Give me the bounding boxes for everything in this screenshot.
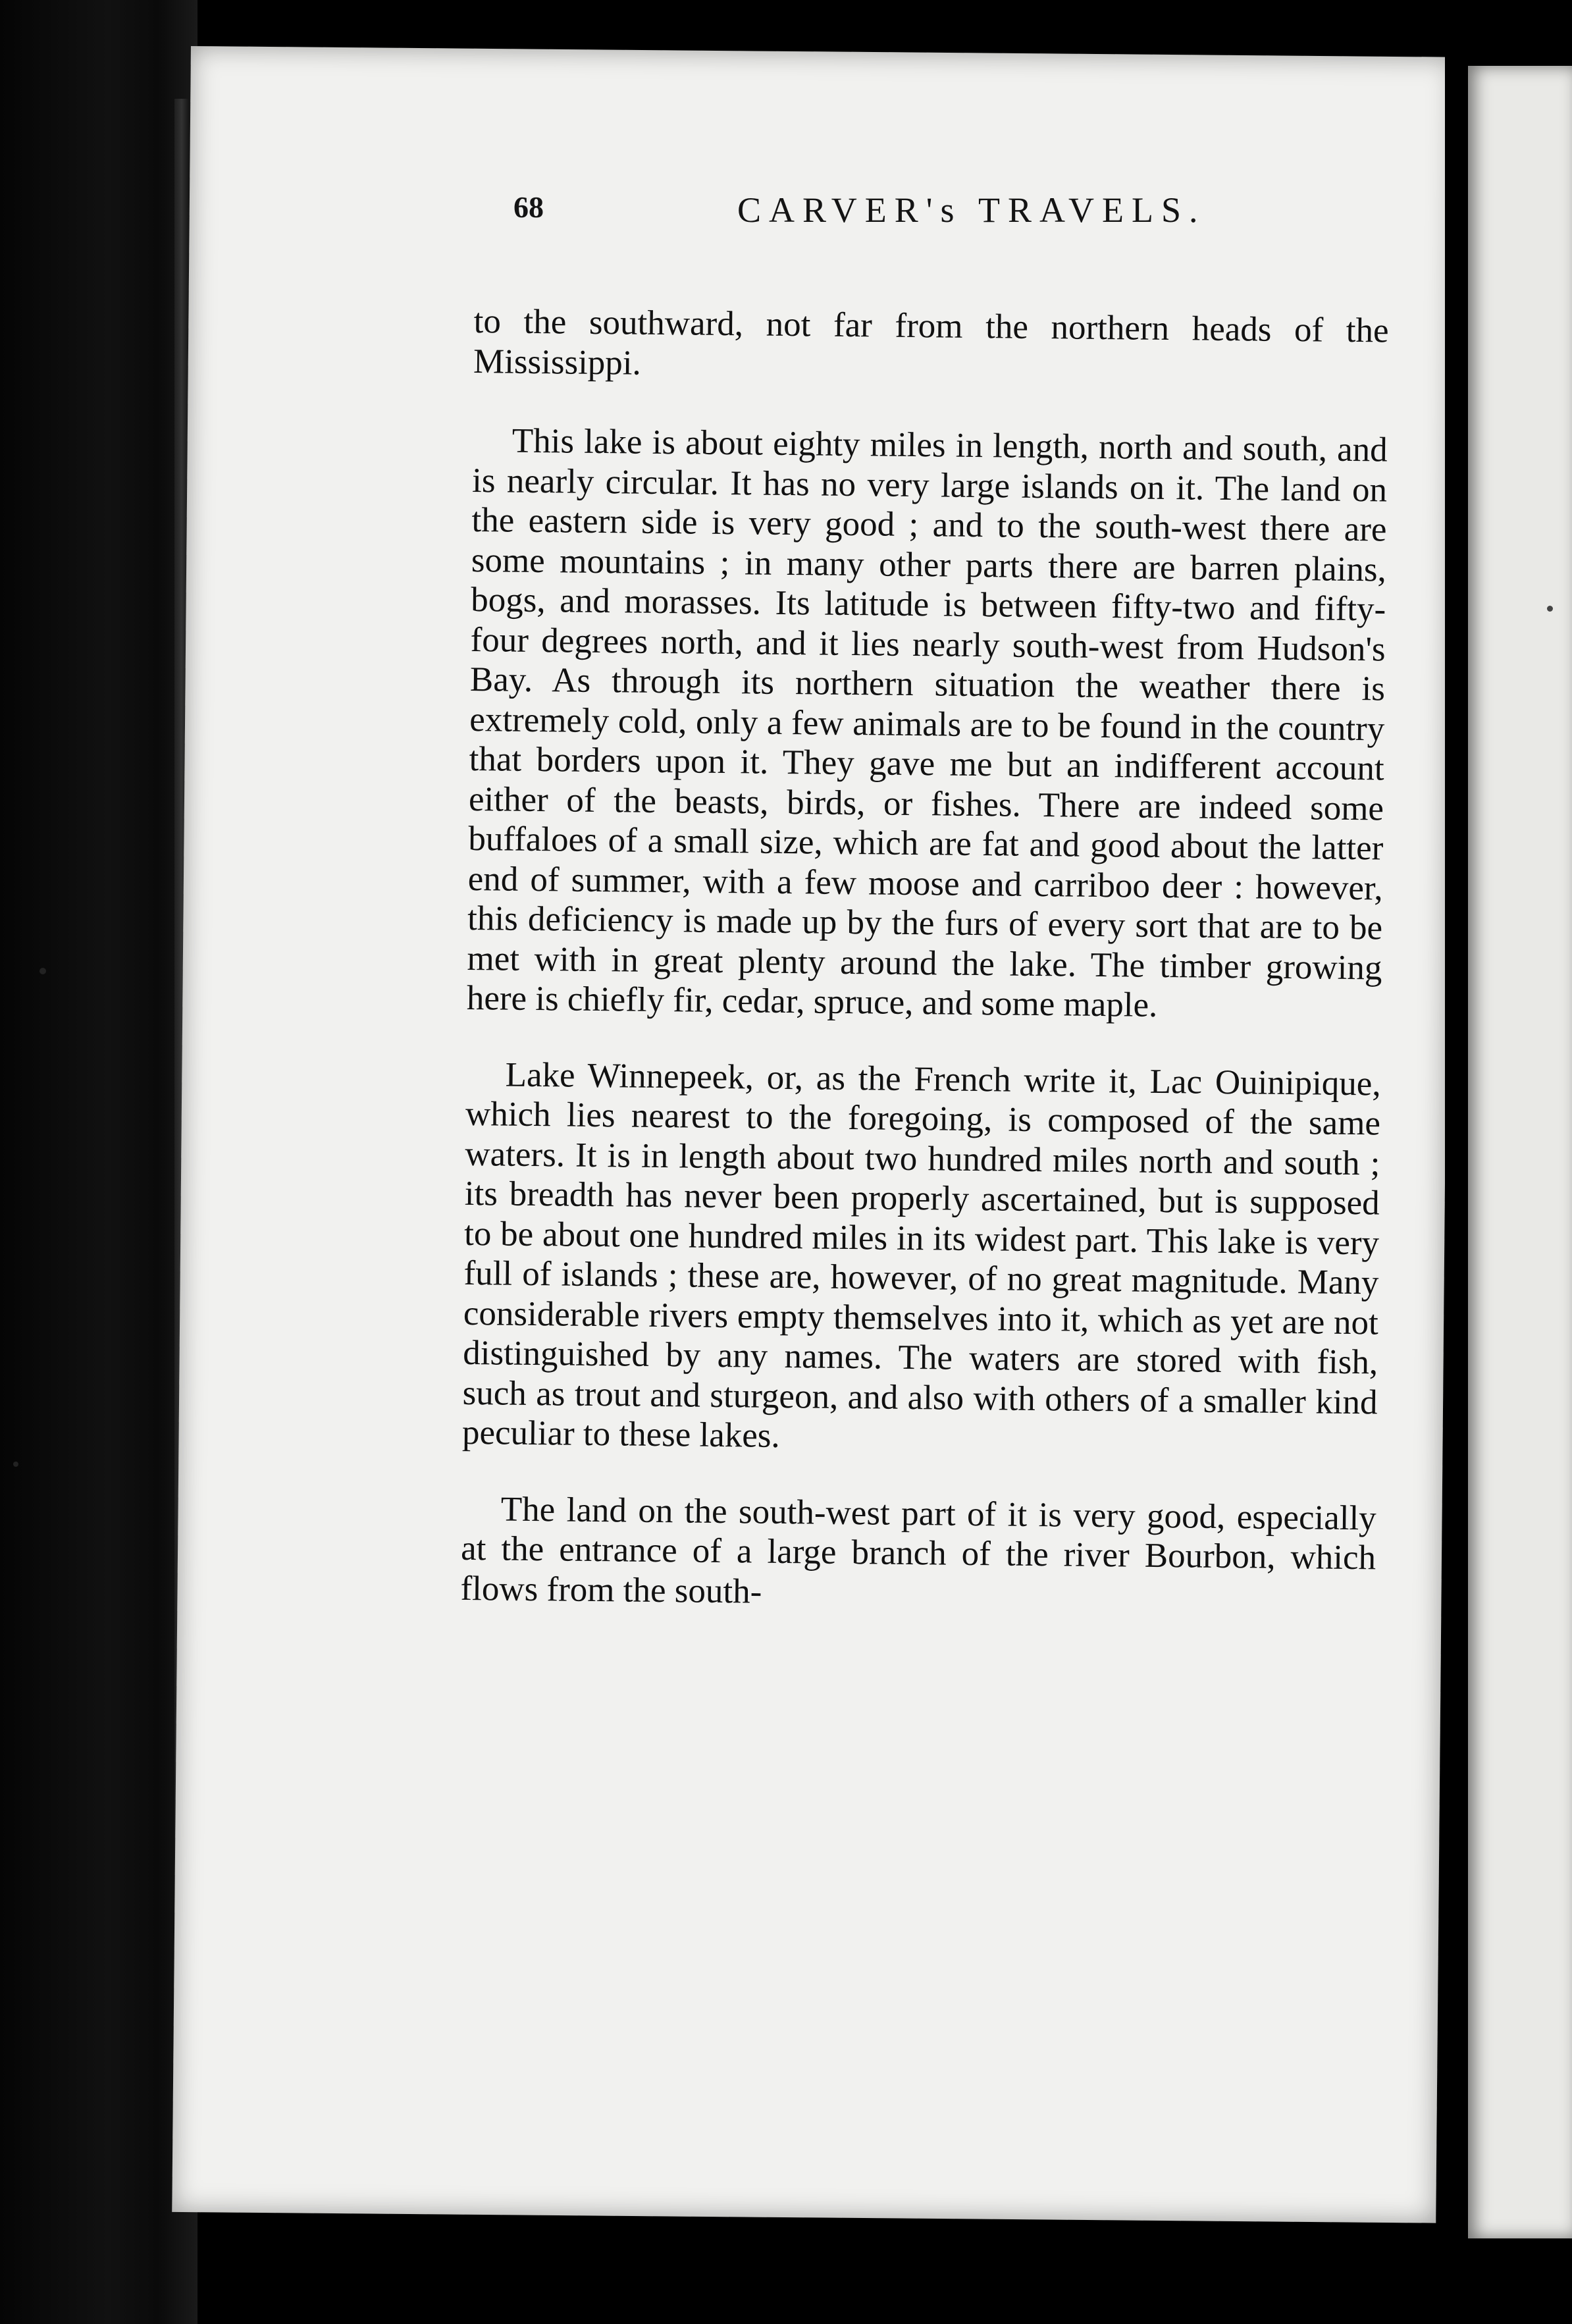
page-gutter [1445, 40, 1471, 2278]
paragraph-continuation: to the southward, not far from the northern heads of the Mississippi. [473, 302, 1389, 383]
paragraph-lake-winnepeek: Lake Winnepeek, or, as the French write it, Lac Ouinipique, which lies nearest to the foregoing, is composed of the same waters. It is in length about two hundred miles north and south ; its breadth has never been properly ascertained, but is supposed to be about one hundred miles in its widest part. This lake is very full of islands ; these are, however, of no great magnitude. Many considerable rivers empty themselves into it, which as yet are not distinguished by any names. The waters are stored with fish, such as trout and sturgeon, and also with others of a smaller kind peculiar to these lakes. [461, 1055, 1381, 1455]
facing-page-edge [1468, 66, 1572, 2238]
ink-speck [1547, 606, 1553, 612]
paragraph-lake-description: This lake is about eighty miles in length, north and south, and is nearly circular. It has no very large islands on it. The land on the eastern side is very good ; and to the south-west there are some mountains ; in many other parts there are barren plains, bogs, and morasses. Its latitude is between fifty-two and fifty-four degrees north, and it lies nearly south-west from Hudson's Bay. As through its northern situation the weather there is extremely cold, only a few animals are to be found in the country that borders upon it. They gave me but an indifferent account either of the beasts, birds, or fishes. There are indeed some buffaloes of a small size, which are fat and good about the latter end of summer, with a few moose and carriboo deer : however, this deficiency is made up by the furs of every sort that are to be met with in great plenty around the lake. The timber growing here is chiefly fir, cedar, spruce, and some maple. [466, 421, 1388, 1024]
body-text [460, 302, 1389, 1618]
ink-speck [39, 968, 46, 974]
page-number: 68 [513, 190, 544, 224]
book-spine [0, 0, 197, 2324]
running-head [513, 190, 1488, 249]
ink-speck [13, 1462, 18, 1467]
running-title: CARVER's TRAVELS. [737, 190, 1206, 230]
paragraph-south-west-land: The land on the south-west part of it is very good, especially at the entrance of a large branch of the river Bourbon, which flows from the south- [460, 1490, 1377, 1611]
